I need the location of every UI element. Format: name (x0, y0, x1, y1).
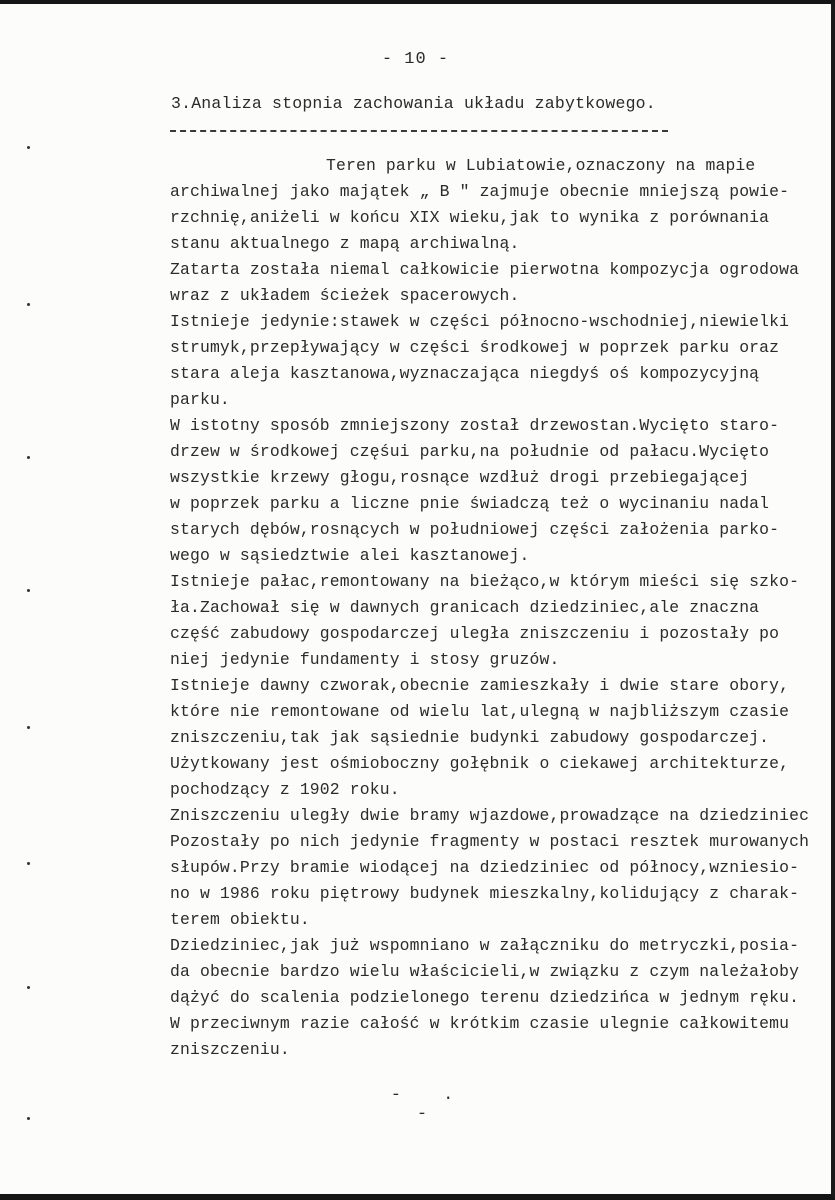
text-line: starych dębów,rosnących w południowej części założenia parko- (170, 520, 780, 539)
text-line: Teren parku w Lubiatowie,oznaczony na mapie (326, 156, 756, 175)
text-line: Pozostały po nich jedynie fragmenty w postaci resztek murowanych (170, 832, 810, 851)
text-line: no w 1986 roku piętrowy budynek mieszkalny,kolidujący z charak- (170, 884, 800, 903)
text-line: rzchnię,aniżeli w końcu XIX wieku,jak to wynika z porównania (170, 208, 770, 227)
text-line: da obecnie bardzo wielu właścicieli,w związku z czym należałoby (170, 962, 800, 981)
margin-speck (27, 862, 30, 865)
text-line: stara aleja kasztanowa,wyznaczająca niegdyś oś kompozycyjną (170, 364, 760, 383)
text-line: część zabudowy gospodarczej uległa zniszczeniu i pozostały po (170, 624, 780, 643)
text-line: drzew w środkowej częśui parku,na południe od pałacu.Wycięto (170, 442, 770, 461)
margin-speck (27, 986, 30, 989)
text-line: wszystkie krzewy głogu,rosnące wzdłuż drogi przebiegającej (170, 468, 750, 487)
margin-speck (27, 1117, 30, 1120)
text-line: Istnieje dawny czworak,obecnie zamieszkały i dwie stare obory, (170, 676, 790, 695)
text-line: Użytkowany jest ośmioboczny gołębnik o ciekawej architekturze, (170, 754, 790, 773)
text-line: terem obiektu. (170, 910, 310, 929)
text-line: stanu aktualnego z mapą archiwalną. (170, 234, 520, 253)
text-line: które nie remontowane od wielu lat,ulegną w najbliższym czasie (170, 702, 790, 721)
text-line: ła.Zachował się w dawnych granicach dziedziniec,ale znaczna (170, 598, 760, 617)
text-line: W istotny sposób zmniejszony został drzewostan.Wycięto staro- (170, 416, 780, 435)
text-line: zniszczeniu. (170, 1040, 290, 1059)
text-line: strumyk,przepływający w części środkowej w poprzek parku oraz (170, 338, 780, 357)
text-line: wego w sąsiedztwie alei kasztanowej. (170, 546, 530, 565)
section-heading: 3.Analiza stopnia zachowania układu zabytkowego. (171, 94, 656, 113)
text-line: W przeciwnym razie całość w krótkim czasie ulegnie całkowitemu (170, 1014, 790, 1033)
text-line: archiwalnej jako majątek „ B " zajmuje obecnie mniejszą powie- (170, 182, 790, 201)
heading-underline (170, 130, 668, 132)
text-line: niej jedynie fundamenty i stosy gruzów. (170, 650, 560, 669)
text-line: Istnieje pałac,remontowany na bieżąco,w którym mieści się szko- (170, 572, 800, 591)
text-line: wraz z układem ścieżek spacerowych. (170, 286, 520, 305)
text-line: pochodzący z 1902 roku. (170, 780, 400, 799)
text-line: Zatarta została niemal całkowicie pierwotna kompozycja ogrodowa (170, 260, 800, 279)
text-line: zniszczeniu,tak jak sąsiednie budynki zabudowy gospodarczej. (170, 728, 770, 747)
margin-speck (27, 456, 30, 459)
text-line: Istnieje jedynie:stawek w części północno-wschodniej,niewielki (170, 312, 790, 331)
text-line: w poprzek parku a liczne pnie świadczą też o wycinaniu nadal (170, 494, 770, 513)
margin-speck (27, 726, 30, 729)
text-line: parku. (170, 390, 230, 409)
text-line: Dziedziniec,jak już wspomniano w załączniku do metryczki,posia- (170, 936, 800, 955)
text-line: słupów.Przy bramie wiodącej na dziedziniec od północy,wzniesio- (170, 858, 800, 877)
text-line: Zniszczeniu uległy dwie bramy wjazdowe,prowadzące na dziedziniec (170, 806, 810, 825)
page-number: - 10 - (381, 50, 450, 69)
body-text (170, 153, 820, 1063)
text-line: dążyć do scalenia podzielonego terenu dziedzińca w jednym ręku. (170, 988, 800, 1007)
margin-speck (27, 589, 30, 592)
end-mark: - . - (390, 1086, 470, 1124)
margin-speck (27, 146, 30, 149)
margin-speck (27, 303, 30, 306)
